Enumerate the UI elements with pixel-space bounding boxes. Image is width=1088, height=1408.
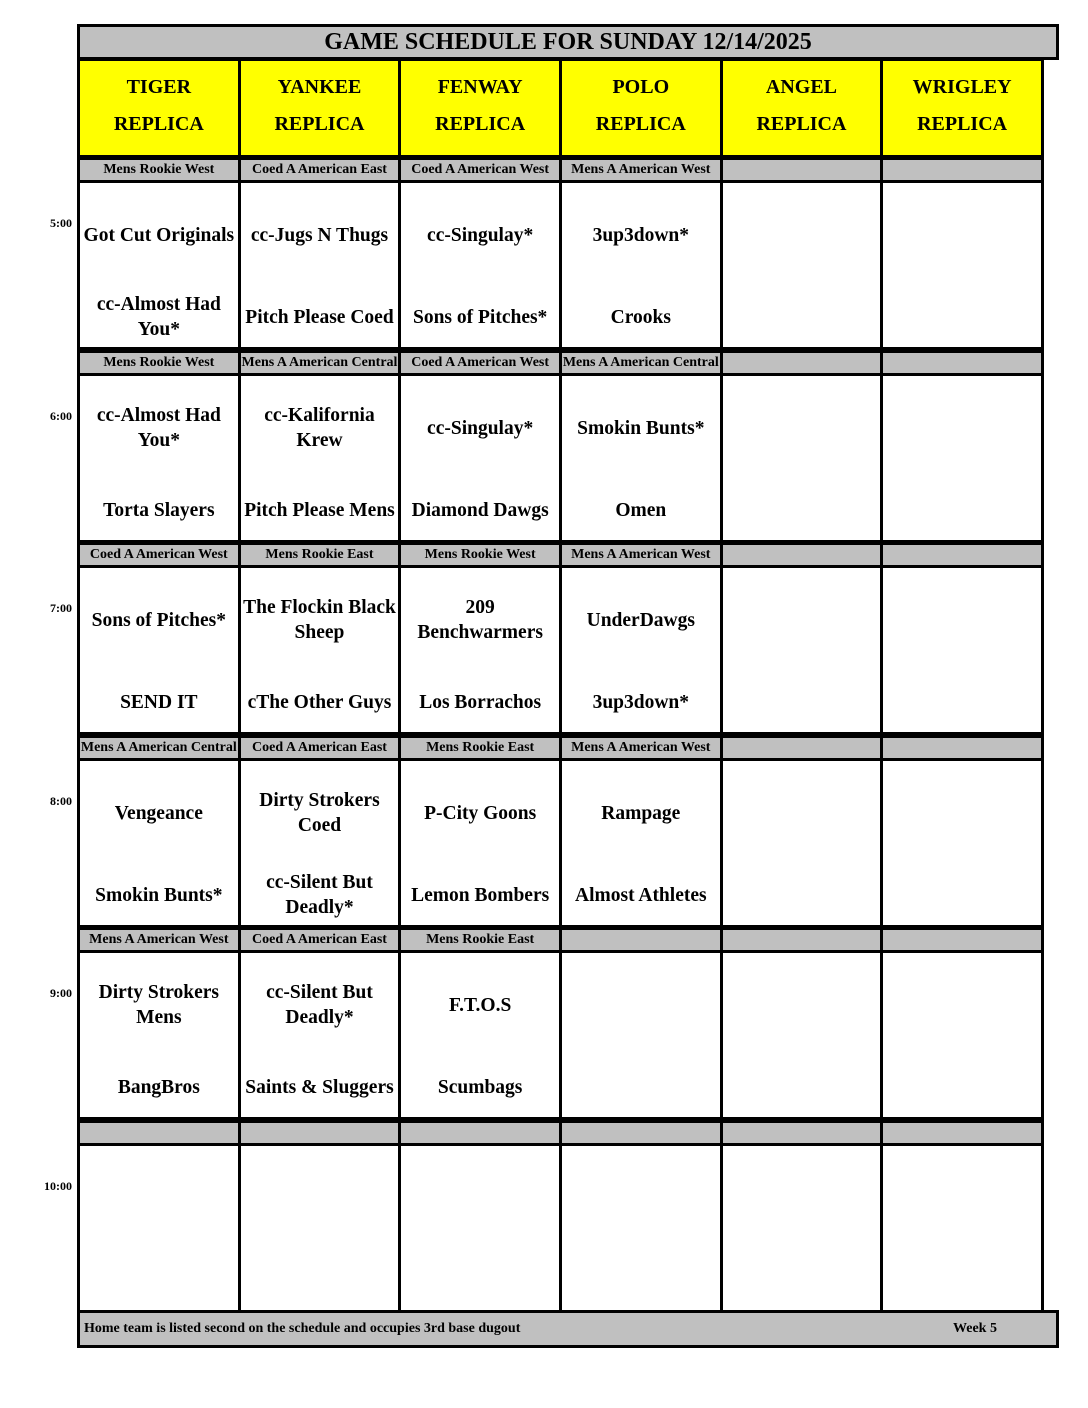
home-team: Pitch Please Coed — [245, 306, 394, 328]
away-team: F.T.O.S — [448, 994, 512, 1016]
division-label: Coed A American West — [398, 157, 562, 183]
division-label: Coed A American East — [238, 157, 402, 183]
time-label: 5:00 — [50, 216, 72, 230]
game-cell — [238, 565, 402, 735]
game-cell — [880, 758, 1044, 928]
division-label: Mens A American West — [77, 927, 241, 953]
game-row — [77, 1143, 1059, 1313]
game-cell — [398, 758, 562, 928]
game-cell — [77, 758, 241, 928]
game-cell — [720, 950, 884, 1120]
field-header-yankee: YANKEE REPLICA — [238, 58, 402, 158]
home-team: Lemon Bombers — [411, 884, 550, 906]
game-cell — [559, 950, 723, 1120]
field-header-angel: ANGEL REPLICA — [720, 58, 884, 158]
home-team: Crooks — [610, 306, 671, 328]
division-label: Coed A American West — [398, 350, 562, 376]
time-label: 9:00 — [50, 986, 72, 1000]
away-team: UnderDawgs — [586, 609, 695, 631]
away-team — [885, 398, 1039, 458]
home-team — [885, 480, 1039, 540]
home-team — [82, 1250, 236, 1310]
away-team: cc-Kalifornia Krew — [264, 405, 375, 451]
game-row — [77, 180, 1059, 350]
away-team — [885, 590, 1039, 650]
game-cell — [398, 373, 562, 543]
away-team — [243, 1168, 397, 1228]
game-cell — [880, 373, 1044, 543]
away-team — [885, 1168, 1039, 1228]
time-label: 7:00 — [50, 601, 72, 615]
field-header-wrigley: WRIGLEY REPLICA — [880, 58, 1044, 158]
game-cell — [398, 950, 562, 1120]
home-team — [725, 480, 879, 540]
game-cell — [720, 565, 884, 735]
away-team — [564, 975, 718, 1035]
home-team: cThe Other Guys — [247, 691, 392, 713]
division-label: Mens A American Central — [77, 735, 241, 761]
home-team — [885, 865, 1039, 925]
game-cell — [880, 565, 1044, 735]
away-team — [885, 783, 1039, 843]
away-team: cc-Silent But Deadly* — [266, 982, 373, 1028]
home-team: Saints & Sluggers — [245, 1076, 394, 1098]
home-team — [725, 1057, 879, 1117]
division-label: Coed A American East — [238, 735, 402, 761]
home-team — [725, 1250, 879, 1310]
game-cell — [559, 373, 723, 543]
home-team: Diamond Dawgs — [411, 499, 549, 521]
game-cell — [720, 758, 884, 928]
away-team: 3up3down* — [592, 224, 690, 246]
division-label: Mens A American Central — [559, 350, 723, 376]
game-cell — [720, 1143, 884, 1313]
home-team — [725, 865, 879, 925]
time-label: 6:00 — [50, 409, 72, 423]
away-team: Sons of Pitches* — [91, 609, 226, 631]
home-team: cc-Silent But Deadly* — [266, 872, 373, 918]
away-team — [725, 975, 879, 1035]
home-team: Smokin Bunts* — [95, 884, 223, 906]
away-team: 209 Benchwarmers — [417, 597, 543, 643]
home-team — [564, 1057, 718, 1117]
game-cell — [398, 565, 562, 735]
game-cell — [238, 373, 402, 543]
away-team: Smokin Bunts* — [577, 417, 705, 439]
field-header-row — [77, 58, 1059, 158]
game-row — [77, 565, 1059, 735]
division-label: Coed A American West — [77, 542, 241, 568]
away-team — [725, 205, 879, 265]
home-team — [725, 672, 879, 732]
home-team: Omen — [615, 499, 667, 521]
home-team — [885, 1057, 1039, 1117]
away-team: P-City Goons — [424, 802, 537, 824]
home-team — [243, 1250, 397, 1310]
game-cell — [559, 565, 723, 735]
time-label: 8:00 — [50, 794, 72, 808]
away-team: Rampage — [601, 802, 681, 824]
away-team — [403, 1168, 557, 1228]
game-cell — [720, 373, 884, 543]
game-cell — [559, 1143, 723, 1313]
home-team-note: Home team is listed second on the schedule and occupies 3rd base dugout — [84, 1321, 521, 1336]
game-cell — [720, 180, 884, 350]
game-row — [77, 950, 1059, 1120]
home-team: Sons of Pitches* — [412, 306, 548, 328]
away-team: The Flockin Black Sheep — [243, 597, 396, 643]
game-cell — [238, 180, 402, 350]
away-team — [725, 1168, 879, 1228]
division-label: Mens Rookie East — [398, 927, 562, 953]
game-cell — [77, 180, 241, 350]
home-team — [885, 287, 1039, 347]
away-team — [885, 205, 1039, 265]
division-label: Mens A American West — [559, 157, 723, 183]
game-cell — [77, 565, 241, 735]
division-label: Mens A American West — [559, 542, 723, 568]
game-cell — [880, 180, 1044, 350]
game-cell — [559, 758, 723, 928]
home-team: Almost Athletes — [574, 884, 707, 906]
game-cell — [238, 950, 402, 1120]
division-label: Mens Rookie East — [238, 542, 402, 568]
home-team — [403, 1250, 557, 1310]
home-team: 3up3down* — [592, 691, 690, 713]
away-team — [725, 398, 879, 458]
away-team: Dirty Strokers Coed — [259, 790, 380, 836]
division-label: Coed A American East — [238, 927, 402, 953]
away-team — [564, 1168, 718, 1228]
game-cell — [77, 950, 241, 1120]
field-header-tiger: TIGER REPLICA — [77, 58, 241, 158]
division-label: Mens Rookie East — [398, 735, 562, 761]
division-label: Mens Rookie West — [398, 542, 562, 568]
field-header-polo: POLO REPLICA — [559, 58, 723, 158]
game-cell — [77, 1143, 241, 1313]
away-team: cc-Singulay* — [427, 417, 534, 439]
away-team — [725, 783, 879, 843]
game-cell — [77, 373, 241, 543]
home-team — [885, 672, 1039, 732]
home-team — [564, 1250, 718, 1310]
division-label: Mens A American Central — [238, 350, 402, 376]
game-row — [77, 373, 1059, 543]
game-cell — [880, 1143, 1044, 1313]
away-team: cc-Almost Had You* — [96, 405, 221, 451]
game-cell — [398, 180, 562, 350]
home-team — [725, 287, 879, 347]
game-cell — [238, 758, 402, 928]
home-team: cc-Almost Had You* — [96, 294, 221, 340]
home-team: Pitch Please Mens — [244, 499, 395, 521]
game-cell — [559, 180, 723, 350]
away-team: Dirty Strokers Mens — [98, 982, 220, 1028]
away-team: Got Cut Originals — [83, 224, 235, 246]
game-cell — [880, 950, 1044, 1120]
home-team — [885, 1250, 1039, 1310]
away-team: cc-Jugs N Thugs — [250, 224, 389, 246]
schedule-footer — [77, 1310, 1059, 1348]
division-label: Mens Rookie West — [77, 350, 241, 376]
away-team — [885, 975, 1039, 1035]
home-team: Los Borrachos — [419, 691, 542, 713]
away-team — [725, 590, 879, 650]
field-header-fenway: FENWAY REPLICA — [398, 58, 562, 158]
week-label: Week 5 — [953, 1321, 997, 1336]
home-team: BangBros — [117, 1076, 200, 1098]
away-team: cc-Singulay* — [427, 224, 534, 246]
schedule-title: GAME SCHEDULE FOR SUNDAY 12/14/2025 — [77, 24, 1059, 60]
division-label: Mens A American West — [559, 735, 723, 761]
game-cell — [238, 1143, 402, 1313]
time-label: 10:00 — [44, 1179, 72, 1193]
game-cell — [398, 1143, 562, 1313]
game-row — [77, 758, 1059, 928]
home-team: SEND IT — [120, 691, 198, 713]
away-team — [82, 1168, 236, 1228]
home-team: Torta Slayers — [103, 499, 215, 521]
home-team: Scumbags — [437, 1076, 523, 1098]
away-team: Vengeance — [114, 802, 203, 824]
division-label: Mens Rookie West — [77, 157, 241, 183]
